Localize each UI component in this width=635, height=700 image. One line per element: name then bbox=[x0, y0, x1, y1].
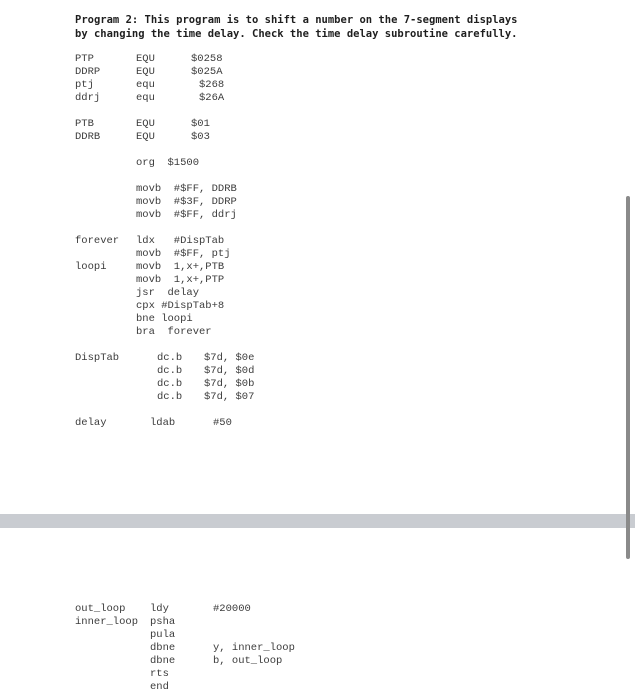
code-line: movb #$FF, ptj bbox=[136, 248, 231, 260]
dcb-value: $7d, $0e bbox=[204, 352, 255, 364]
code-operand: b, out_loop bbox=[213, 655, 283, 667]
dcb-value: $7d, $07 bbox=[204, 391, 255, 403]
equ-label: DDRB bbox=[75, 131, 101, 143]
delay-op: ldab bbox=[150, 417, 176, 429]
dcb-op: dc.b bbox=[157, 391, 183, 403]
title-line-1: Program 2: This program is to shift a number on the 7-segment displays bbox=[75, 14, 518, 26]
code-line: movb #$FF, ddrj bbox=[136, 209, 237, 221]
equ-op: EQU bbox=[136, 53, 155, 65]
equ-op: EQU bbox=[136, 131, 155, 143]
code-op: psha bbox=[150, 616, 176, 628]
code-op: dbne bbox=[150, 642, 176, 654]
equ-label: ddrj bbox=[75, 92, 101, 104]
org-directive: org $1500 bbox=[136, 157, 200, 169]
label-forever: forever bbox=[75, 235, 120, 247]
equ-label: PTB bbox=[75, 118, 94, 130]
equ-op: EQU bbox=[136, 66, 155, 78]
label-disptab: DispTab bbox=[75, 352, 120, 364]
dcb-op: dc.b bbox=[157, 378, 183, 390]
equ-label: DDRP bbox=[75, 66, 101, 78]
equ-label: PTP bbox=[75, 53, 94, 65]
equ-label: ptj bbox=[75, 79, 94, 91]
code-line: bra forever bbox=[136, 326, 212, 338]
page-divider bbox=[0, 514, 635, 528]
equ-value: $268 bbox=[199, 79, 225, 91]
code-line: jsr delay bbox=[136, 287, 200, 299]
label-loopi: loopi bbox=[75, 261, 107, 273]
code-operand: #20000 bbox=[213, 603, 251, 615]
delay-value: #50 bbox=[213, 417, 232, 429]
label-inner-loop: inner_loop bbox=[75, 616, 139, 628]
code-line: cpx #DispTab+8 bbox=[136, 300, 225, 312]
code-op: ldy bbox=[150, 603, 169, 615]
equ-value: $26A bbox=[199, 92, 225, 104]
equ-op: EQU bbox=[136, 118, 155, 130]
code-line: movb #$FF, DDRB bbox=[136, 183, 237, 195]
dcb-op: dc.b bbox=[157, 352, 183, 364]
equ-value: $01 bbox=[191, 118, 210, 130]
code-op: rts bbox=[150, 668, 169, 680]
dcb-value: $7d, $0b bbox=[204, 378, 255, 390]
code-line: movb 1,x+,PTB bbox=[136, 261, 225, 273]
dcb-op: dc.b bbox=[157, 365, 183, 377]
code-line: movb #$3F, DDRP bbox=[136, 196, 237, 208]
code-op: pula bbox=[150, 629, 176, 641]
dcb-value: $7d, $0d bbox=[204, 365, 255, 377]
code-op: dbne bbox=[150, 655, 176, 667]
equ-op: equ bbox=[136, 79, 155, 91]
equ-value: $0258 bbox=[191, 53, 223, 65]
code-operand: y, inner_loop bbox=[213, 642, 295, 654]
title-line-2: by changing the time delay. Check the time delay subroutine carefully. bbox=[75, 28, 518, 40]
code-line: ldx #DispTab bbox=[136, 235, 225, 247]
code-line: movb 1,x+,PTP bbox=[136, 274, 225, 286]
label-delay: delay bbox=[75, 417, 107, 429]
code-line: bne loopi bbox=[136, 313, 193, 325]
vertical-scrollbar[interactable] bbox=[626, 196, 630, 559]
equ-op: equ bbox=[136, 92, 155, 104]
equ-value: $03 bbox=[191, 131, 210, 143]
code-op: end bbox=[150, 681, 169, 693]
label-out-loop: out_loop bbox=[75, 603, 126, 615]
equ-value: $025A bbox=[191, 66, 223, 78]
